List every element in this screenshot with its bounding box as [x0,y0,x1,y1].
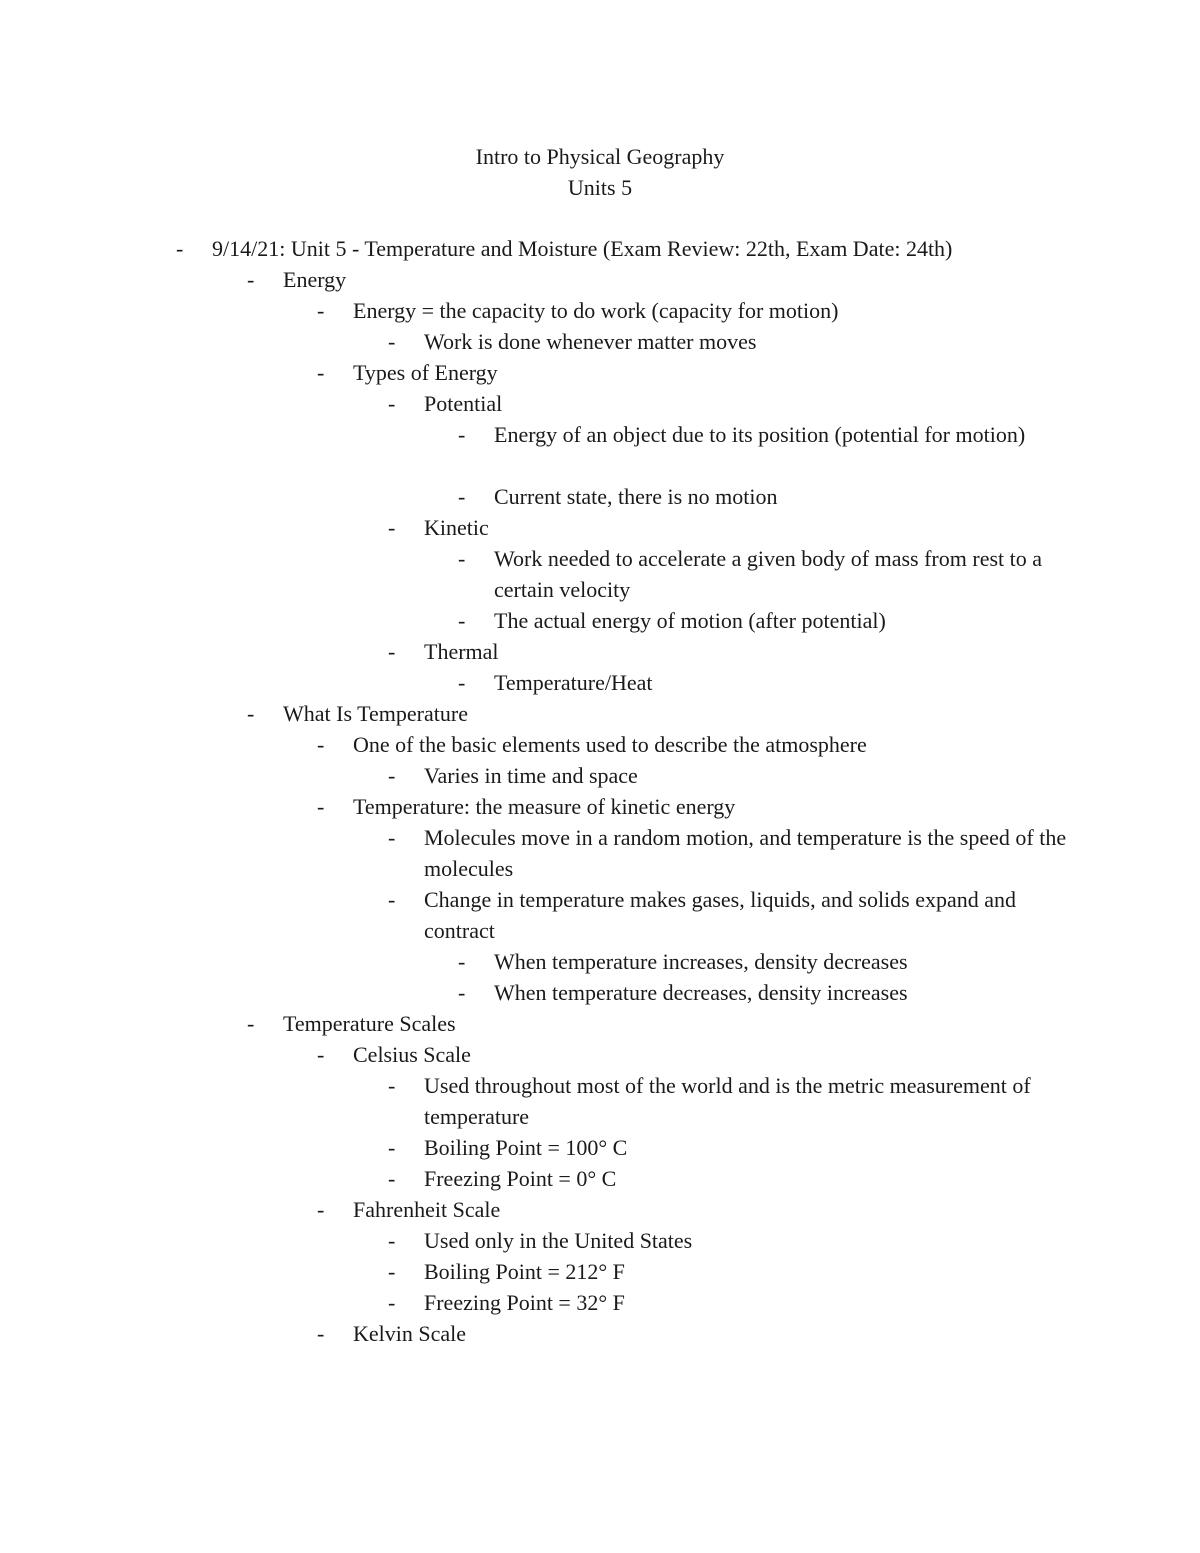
outline-item-level-2 [0,1318,1200,1349]
outline-item-level-3 [0,1256,1200,1287]
outline-item-text: Varies in time and space [424,763,638,788]
document-title: Intro to Physical Geography [475,144,725,169]
outline-item-level-3 [0,1070,1200,1132]
outline-item-level-2 [0,1039,1200,1070]
outline-item-level-4 [0,543,1200,605]
bullet-dash: - [317,1321,325,1346]
bullet-dash: - [388,1073,396,1098]
outline-item-text: Freezing Point = 32° F [424,1290,625,1315]
outline-item-level-1 [0,1008,1200,1039]
bullet-dash: - [388,825,396,850]
bullet-dash: - [388,1135,396,1160]
outline-item-level-4 [0,977,1200,1008]
outline-item-level-3 [0,512,1200,543]
outline-item-text: Kinetic [424,515,489,540]
outline-item-text: Energy = the capacity to do work (capacity for motion) [353,298,839,323]
bullet-dash: - [388,391,396,416]
bullet-dash: - [247,701,255,726]
outline-item-level-4 [0,419,1200,481]
outline-item-level-3 [0,884,1200,946]
outline-item-text: Types of Energy [353,360,498,385]
outline-item-text: One of the basic elements used to describe the atmosphere [353,732,867,757]
bullet-dash: - [388,887,396,912]
bullet-dash: - [388,1166,396,1191]
bullet-dash: - [388,639,396,664]
outline-item-level-2 [0,357,1200,388]
bullet-dash: - [388,1290,396,1315]
outline-item-text: 9/14/21: Unit 5 - Temperature and Moisture (Exam Review: 22th, Exam Date: 24th) [212,236,953,261]
bullet-dash: - [388,515,396,540]
bullet-dash: - [458,608,466,633]
outline-item-level-2 [0,729,1200,760]
bullet-dash: - [247,267,255,292]
outline-item-text: Energy [283,267,347,292]
outline-item-level-4 [0,481,1200,512]
bullet-dash: - [388,1228,396,1253]
bullet-dash: - [247,1011,255,1036]
outline-item-text: What Is Temperature [283,701,468,726]
bullet-dash: - [388,1259,396,1284]
document-subtitle: Units 5 [567,175,633,200]
outline-item-text: Boiling Point = 100° C [424,1135,628,1160]
outline-item-text: When temperature increases, density decreases [494,949,908,974]
outline-item-level-2 [0,295,1200,326]
outline-item-text: Molecules move in a random motion, and temperature is the speed of the molecules [424,825,1067,881]
outline-item-text: The actual energy of motion (after potential) [494,608,886,633]
outline-item-text: Work needed to accelerate a given body of mass from rest to a certain velocity [494,546,1043,602]
outline-item-level-2 [0,791,1200,822]
outline-item-text: Celsius Scale [353,1042,471,1067]
outline-item-level-2 [0,1194,1200,1225]
outline-item-level-3 [0,1163,1200,1194]
outline-item-level-3 [0,1132,1200,1163]
outline-item-text: Energy of an object due to its position (potential for motion) [494,422,1026,447]
outline-item-text: Change in temperature makes gases, liquids, and solids expand and contract [424,887,1017,943]
bullet-dash: - [458,422,466,447]
bullet-dash: - [458,546,466,571]
outline-item-text: Temperature Scales [283,1011,456,1036]
bullet-dash: - [458,670,466,695]
outline-item-text: Work is done whenever matter moves [424,329,757,354]
bullet-dash: - [458,484,466,509]
outline-item-level-4 [0,946,1200,977]
outline-item-level-3 [0,822,1200,884]
outline-item-text: Kelvin Scale [353,1321,467,1346]
outline-item-text: Fahrenheit Scale [353,1197,501,1222]
outline-item-level-3 [0,388,1200,419]
outline-item-text: Used only in the United States [424,1228,693,1253]
bullet-dash: - [317,732,325,757]
bullet-dash: - [317,794,325,819]
outline-item-text: Temperature/Heat [494,670,653,695]
outline-item-level-3 [0,760,1200,791]
outline-item-level-3 [0,1225,1200,1256]
bullet-dash: - [317,1197,325,1222]
bullet-dash: - [458,980,466,1005]
outline-item-text: Temperature: the measure of kinetic energy [353,794,736,819]
outline-item-text: Used throughout most of the world and is the metric measurement of temperature [424,1073,1031,1129]
title-block [0,141,1200,203]
outline-item-text: Boiling Point = 212° F [424,1259,625,1284]
bullet-dash: - [458,949,466,974]
outline-item-level-3 [0,326,1200,357]
bullet-dash: - [176,236,184,261]
bullet-dash: - [317,1042,325,1067]
bullet-dash: - [317,360,325,385]
outline-item-text: Thermal [424,639,499,664]
bullet-dash: - [388,329,396,354]
bullet-dash: - [388,763,396,788]
notes-outline [0,233,1200,1349]
outline-item-level-4 [0,667,1200,698]
outline-item-level-0 [0,233,1200,264]
outline-item-text: Current state, there is no motion [494,484,778,509]
outline-item-level-3 [0,636,1200,667]
outline-item-level-1 [0,264,1200,295]
outline-item-level-4 [0,605,1200,636]
outline-item-text: When temperature decreases, density increases [494,980,908,1005]
outline-item-level-1 [0,698,1200,729]
outline-item-level-3 [0,1287,1200,1318]
outline-item-text: Freezing Point = 0° C [424,1166,617,1191]
outline-item-text: Potential [424,391,503,416]
bullet-dash: - [317,298,325,323]
